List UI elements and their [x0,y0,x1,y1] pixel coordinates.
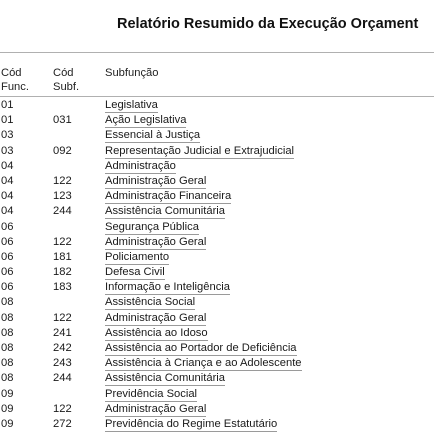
cell-cod-func: 09 [1,387,14,400]
cell-subfuncao: Legislativa [105,99,158,111]
cell-cod-func: 08 [1,311,14,324]
header-divider [0,96,434,97]
cell-cod-func: 08 [1,357,14,370]
table-row [0,190,434,205]
cell-cod-subf: 092 [53,144,72,157]
table-row [0,99,434,114]
cell-cod-subf: 182 [53,266,72,279]
cell-subfuncao: Assistência Comunitária [105,205,226,218]
cell-cod-subf: 244 [53,372,72,385]
cell-subfuncao: Assistência Comunitária [105,372,226,385]
cell-cod-subf: 243 [53,357,72,370]
table-row [0,114,434,129]
table-row [0,312,434,327]
table-row [0,266,434,281]
cell-cod-func: 03 [1,144,14,157]
cell-cod-func: 06 [1,250,14,263]
cell-subfuncao: Assistência Social [105,296,196,309]
table-row [0,221,434,236]
table-row [0,342,434,357]
cell-cod-func: 06 [1,235,14,248]
table-row [0,129,434,144]
cell-cod-func: 08 [1,326,14,339]
cell-cod-subf: 183 [53,281,72,294]
cell-cod-func: 08 [1,372,14,385]
cell-subfuncao: Informação e Inteligência [105,281,231,294]
table-row [0,327,434,342]
cell-cod-subf: 122 [53,311,72,324]
cell-cod-func: 03 [1,129,14,142]
header-cod-func-line1: Cód [1,67,22,79]
cell-subfuncao: Assistência à Criança e ao Adolescente [105,357,302,370]
table-row [0,145,434,160]
table-body [0,99,434,433]
cell-cod-func: 06 [1,266,14,279]
cell-cod-func: 04 [1,205,14,218]
header-cod-func [1,66,29,94]
cell-cod-func: 09 [1,402,14,415]
table-row [0,175,434,190]
header-cod-subf-line1: Cód [53,67,74,79]
cell-subfuncao: Policiamento [105,250,170,263]
cell-subfuncao: Assistência ao Portador de Deficiência [105,342,297,354]
cell-subfuncao: Representação Judicial e Extrajudicial [105,144,295,157]
cell-cod-func: 04 [1,159,14,172]
cell-subfuncao: Assistência ao Idoso [105,326,208,339]
header-cod-subf-line2: Subf. [53,81,80,93]
cell-subfuncao: Segurança Pública [105,220,199,233]
cell-subfuncao: Administração Geral [105,311,207,324]
table-row [0,281,434,296]
cell-cod-subf: 181 [53,250,72,263]
report-title: Relatório Resumido da Execução Orçament [117,16,419,32]
cell-cod-func: 01 [1,99,14,111]
cell-cod-subf: 241 [53,326,72,339]
cell-subfuncao: Defesa Civil [105,266,165,279]
table-row [0,160,434,175]
cell-cod-subf: 031 [53,114,72,127]
cell-subfuncao: Administração Financeira [105,190,232,203]
cell-cod-subf: 122 [53,174,72,187]
cell-cod-subf: 122 [53,235,72,248]
cell-cod-func: 04 [1,174,14,187]
table-row [0,372,434,387]
cell-cod-func: 09 [1,417,14,430]
cell-cod-func: 06 [1,281,14,294]
cell-subfuncao: Administração [105,159,176,172]
table-row [0,296,434,311]
cell-subfuncao: Previdência do Regime Estatutário [105,417,278,430]
cell-subfuncao: Administração Geral [105,402,207,415]
cell-subfuncao: Administração Geral [105,174,207,187]
table-row [0,205,434,220]
top-divider [0,52,434,53]
table-row [0,236,434,251]
table-row [0,251,434,266]
cell-cod-func: 04 [1,190,14,203]
cell-cod-func: 01 [1,114,14,127]
cell-cod-subf: 123 [53,190,72,203]
cell-cod-subf: 272 [53,417,72,430]
cell-cod-subf: 242 [53,342,72,354]
header-subfuncao: Subfunção [105,67,159,79]
table-row [0,418,434,433]
table-row [0,357,434,372]
table-row [0,403,434,418]
cell-subfuncao: Ação Legislativa [105,114,187,127]
cell-cod-func: 06 [1,220,14,233]
header-cod-subf [53,66,79,94]
cell-cod-subf: 122 [53,402,72,415]
table-header [0,66,434,96]
cell-cod-subf: 244 [53,205,72,218]
cell-subfuncao: Previdência Social [105,387,198,400]
cell-subfuncao: Essencial à Justiça [105,129,201,142]
cell-subfuncao: Administração Geral [105,235,207,248]
table-row [0,388,434,403]
cell-cod-func: 08 [1,342,14,354]
cell-cod-func: 08 [1,296,14,309]
header-cod-func-line2: Func. [1,81,29,93]
